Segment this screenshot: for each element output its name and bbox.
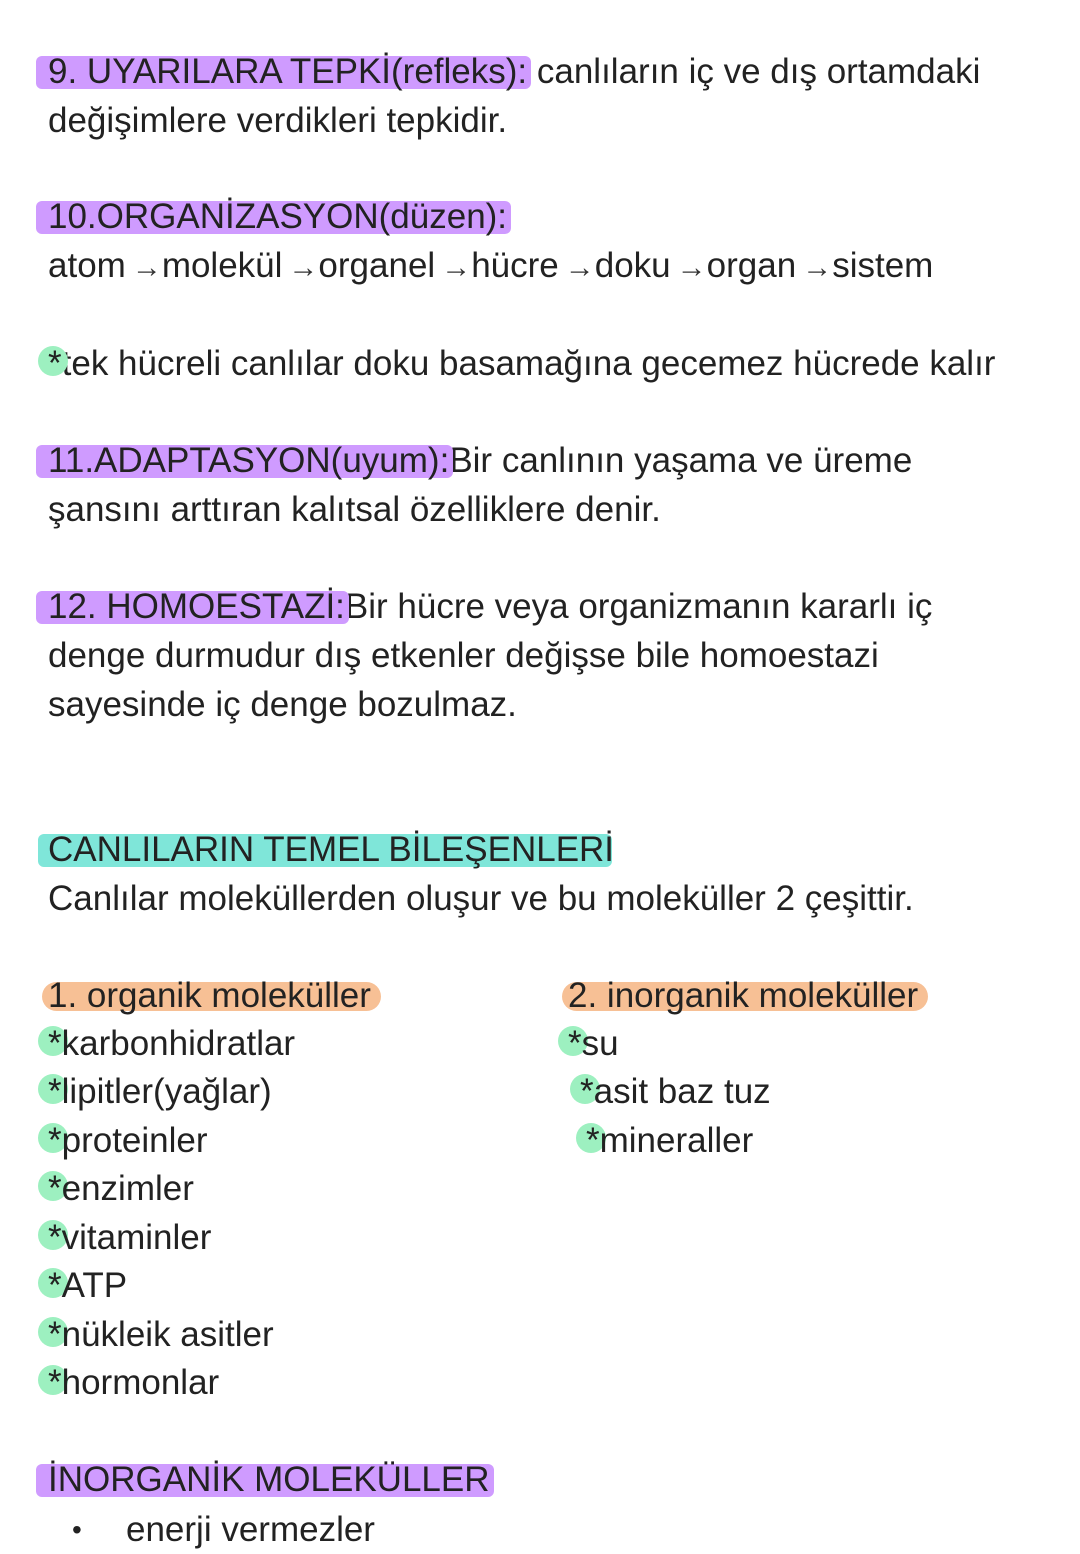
inorganic-item-text: *asit baz tuz [580,1068,771,1116]
arrow-icon: → [676,251,707,284]
flow-step: organ [706,246,797,285]
arrow-icon: → [288,251,319,284]
section-9-line-2: değişimlere verdikleri tepkidir. [48,101,508,140]
flow-step: organel [318,246,436,285]
section-9-title: 9. UYARILARA TEPKİ(refleks): [48,52,528,91]
flow-step: molekül [161,246,283,285]
inorganic-section-item: enerji vermezler [126,1510,375,1549]
inorganic-section-heading: İNORGANİK MOLEKÜLLER [48,1460,490,1499]
organic-item [48,1359,219,1407]
unicellular-note [48,340,995,388]
flow-step: sistem [832,246,934,285]
section-11-text: Bir canlının yaşama ve üreme [449,441,913,480]
organic-item-text: *karbonhidratlar [48,1020,295,1068]
inorganic-heading: 2. inorganik moleküller [568,976,919,1015]
section-10-title: 10.ORGANİZASYON(düzen): [48,197,508,236]
inorganic-item [586,1117,753,1165]
inorganic-section-heading-line [48,1456,490,1504]
organic-heading: 1. organik moleküller [48,976,371,1015]
organic-item-text: *ATP [48,1262,127,1310]
section-9-line-1 [48,48,980,96]
flow-step: atom [48,246,126,285]
organic-item-text: *hormonlar [48,1359,219,1407]
arrow-icon: → [131,251,162,284]
flow-step: doku [594,246,671,285]
section-11-title: 11.ADAPTASYON(uyum): [48,441,450,480]
components-intro: Canlılar moleküllerden oluşur ve bu moleküller 2 çeşittir. [48,879,914,918]
organic-item [48,1311,274,1359]
organic-item-text: *enzimler [48,1165,194,1213]
arrow-icon: → [564,251,595,284]
note-text: tek hücreli canlılar doku basamağına gecemez hücrede kalır [61,344,996,383]
section-9-text: canlıların iç ve dış ortamdaki [527,52,981,91]
organic-item [48,1068,272,1116]
inorganic-item-text: *mineraller [586,1117,753,1165]
organic-item-text: *nükleik asitler [48,1311,274,1359]
organic-item-text: *vitaminler [48,1214,211,1262]
organic-heading-line [48,972,371,1020]
arrow-icon: → [802,251,833,284]
organic-item [48,1117,208,1165]
section-12-text: Bir hücre veya organizmanın kararlı iç [344,587,933,626]
inorganic-heading-line [568,972,918,1020]
section-12-title: 12. HOMOESTAZİ: [48,587,345,626]
organic-item [48,1165,194,1213]
inorganic-item [580,1068,771,1116]
inorganic-item [568,1020,619,1068]
section-11-line-1 [48,437,912,485]
organic-item [48,1262,127,1310]
section-10-title-line [48,193,507,241]
star-marker: * [48,340,62,388]
components-heading-line [48,826,614,874]
bullet-icon: • [72,1514,82,1545]
organic-item-text: *proteinler [48,1117,208,1165]
flow-step: hücre [471,246,559,285]
organic-item [48,1214,211,1262]
arrow-icon: → [441,251,472,284]
section-12-line-3: sayesinde iç denge bozulmaz. [48,685,517,724]
section-11-line-2: şansını arttıran kalıtsal özelliklere denir. [48,490,661,529]
section-12-line-2: denge durmudur dış etkenler değişse bile homoestazi [48,636,879,675]
components-heading: CANLILARIN TEMEL BİLEŞENLERİ [48,830,615,869]
organic-item-text: *lipitler(yağlar) [48,1068,272,1116]
organization-flow [48,242,933,292]
organic-item [48,1020,295,1068]
section-12-line-1 [48,583,932,631]
inorganic-item-text: *su [568,1020,619,1068]
